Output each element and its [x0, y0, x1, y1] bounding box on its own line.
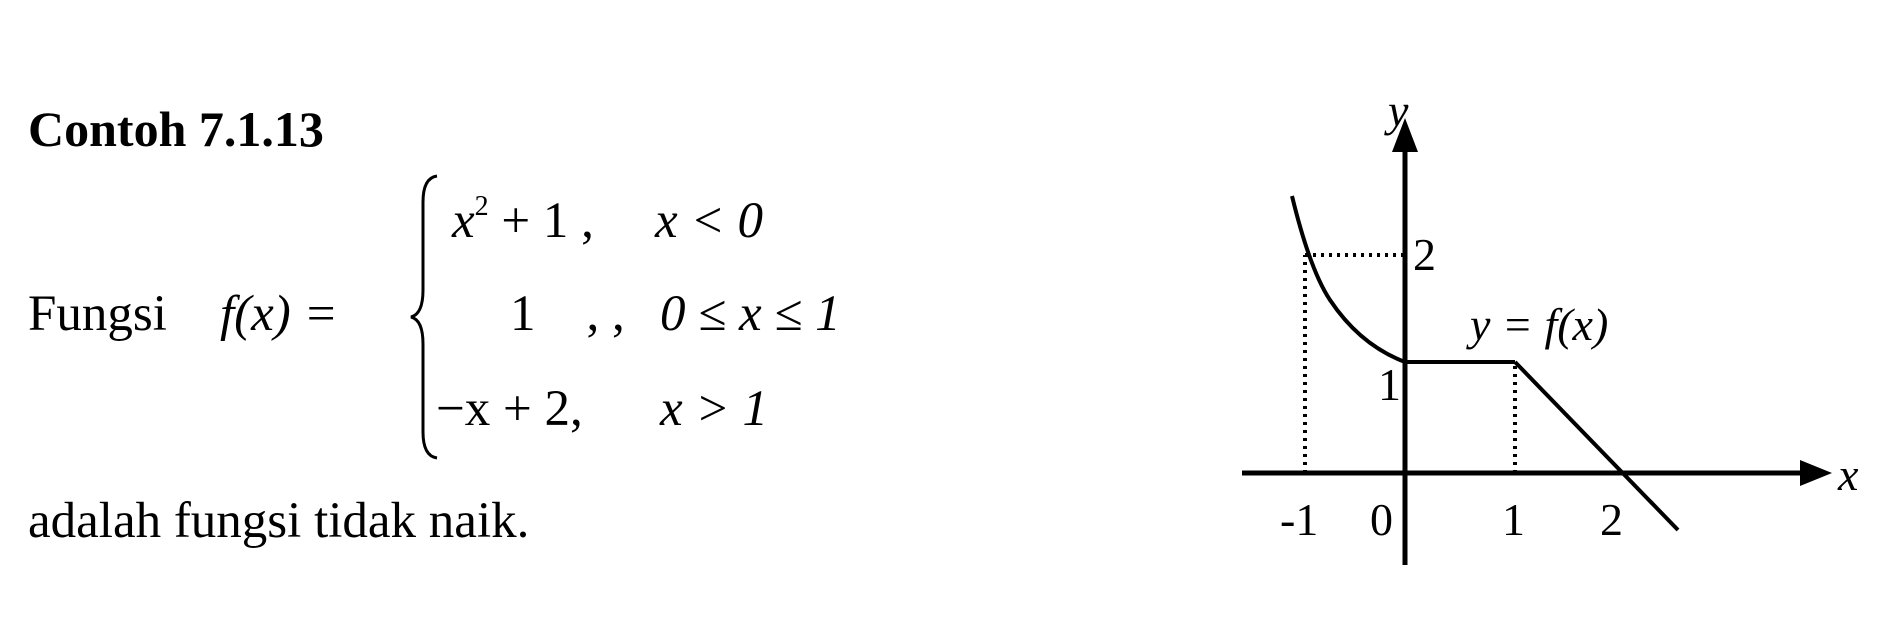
- curve-parabola: [1292, 196, 1405, 362]
- definition-word: Fungsi: [28, 286, 167, 342]
- x-tick-1: 1: [1502, 494, 1525, 545]
- case-3-expression: −x + 2,: [436, 381, 583, 437]
- case-2-condition: 0 ≤ x ≤ 1: [660, 286, 841, 342]
- conclusion-text: adalah fungsi tidak naik.: [28, 493, 530, 549]
- y-axis-label: y: [1388, 90, 1409, 136]
- function-lhs: f(x) =: [220, 286, 338, 342]
- case-1-expression: $x^2 + 1$ ,: [452, 191, 594, 249]
- y-tick-1: 1: [1378, 359, 1401, 410]
- curve-label: y = f(x): [1470, 299, 1609, 350]
- case-2-expression: 1 ,: [510, 286, 600, 342]
- x-tick-0: 0: [1370, 494, 1393, 545]
- x-axis-arrowhead: [1800, 460, 1832, 486]
- case-3-condition: x > 1: [660, 381, 769, 437]
- case-2-comma: ,: [612, 286, 625, 342]
- example-title: Contoh 7.1.13: [28, 101, 324, 157]
- y-tick-2: 2: [1413, 229, 1436, 280]
- x-tick-2: 2: [1600, 494, 1623, 545]
- function-graph: [1220, 90, 1880, 580]
- x-axis-label: x: [1838, 449, 1859, 500]
- curve-linear: [1515, 362, 1678, 530]
- case-1-condition: x < 0: [655, 193, 764, 249]
- x-tick-minus-1: -1: [1280, 494, 1319, 545]
